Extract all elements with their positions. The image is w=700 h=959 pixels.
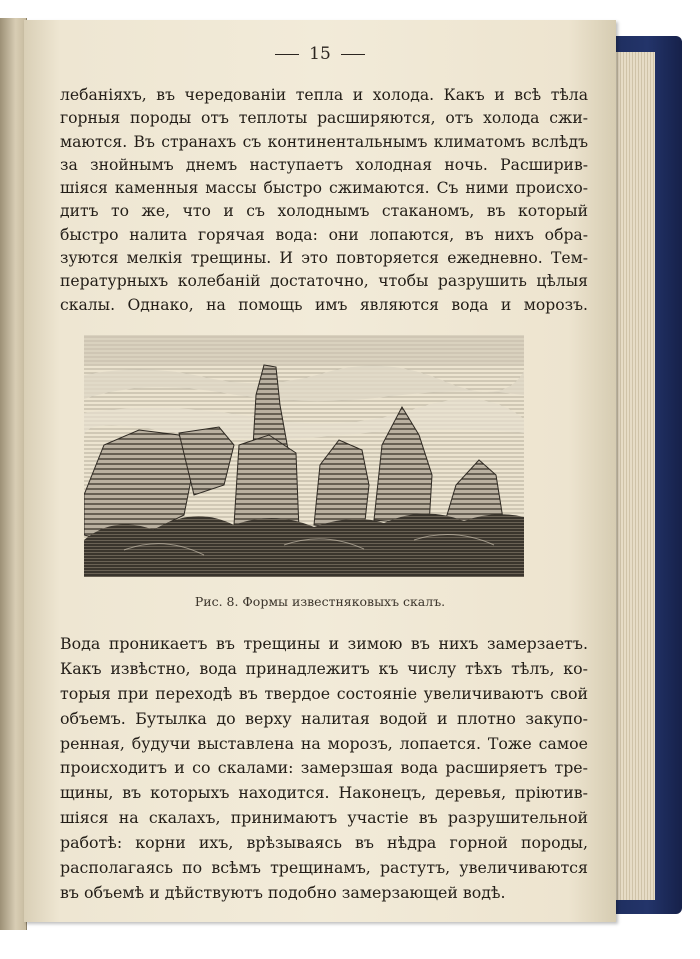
figure-caption: Рис. 8. Формы известняковыхъ скалъ. <box>194 594 446 609</box>
text-line: объемъ. Бутылка до верху налитая водой и плотно закупо- <box>60 708 588 728</box>
text-line: дитъ то же, что и съ холоднымъ стаканомъ, въ который <box>60 202 588 221</box>
left-page-sliver <box>0 18 27 930</box>
paragraph-2 <box>60 632 588 906</box>
header-dash-right <box>341 54 365 55</box>
text-line: горныя породы отъ теплоты расширяются, отъ холода сжи- <box>60 109 588 128</box>
header-dash-left <box>275 54 299 55</box>
text-line: маются. Въ странахъ съ континентальнымъ климатомъ вслѣдъ <box>60 132 588 151</box>
text-line: ренная, будучи выставлена на морозъ, лопается. Тоже самое <box>60 733 588 753</box>
text-line: располагаясь по всѣмъ трещинамъ, растутъ, увеличиваются <box>60 858 588 878</box>
text-line: скалы. Однако, на помощь имъ являются вода и морозъ. <box>60 295 588 314</box>
text-line: щины, въ которыхъ находится. Наконецъ, деревья, пріютив- <box>60 783 588 803</box>
text-line: работѣ: корни ихъ, врѣзываясь въ нѣдра горной породы, <box>60 833 588 853</box>
text-line: торыя при переходѣ въ твердое состояніе увеличиваютъ свой <box>60 683 588 703</box>
text-line: зуются мелкія трещины. И это повторяется ежедневно. Тем- <box>60 249 588 268</box>
page-header <box>24 44 616 64</box>
text-line: быстро налита горячая вода: они лопаются, въ нихъ обра- <box>60 225 588 244</box>
text-line: за знойнымъ днемъ наступаетъ холодная ночь. Расширив- <box>60 155 588 174</box>
page-number: 15 <box>309 44 331 64</box>
text-line: происходитъ и со скалами: замерзшая вода расширяетъ тре- <box>60 758 588 778</box>
text-line: лебаніяхъ, въ чередованіи тепла и холода. Какъ и всѣ тѣла <box>60 86 588 104</box>
book-page <box>24 20 616 922</box>
text-line: шіяся на скалахъ, принимаютъ участіе въ разрушительной <box>60 808 588 828</box>
text-line: шіяся каменныя массы быстро сжимаются. Съ ними происхо- <box>60 179 588 198</box>
text-line: въ объемѣ и дѣйствуютъ подобно замерзающей водѣ. <box>60 882 506 902</box>
text-line: пературныхъ колебаній достаточно, чтобы разрушить цѣлыя <box>60 272 588 291</box>
text-line: Вода проникаетъ въ трещины и зимою въ нихъ замерзаетъ. <box>60 634 588 653</box>
paragraph-1 <box>60 84 588 317</box>
engraving-limestone-rocks <box>84 335 524 577</box>
text-line: Какъ извѣстно, вода принадлежитъ къ числу тѣхъ тѣлъ, ко- <box>60 658 588 678</box>
